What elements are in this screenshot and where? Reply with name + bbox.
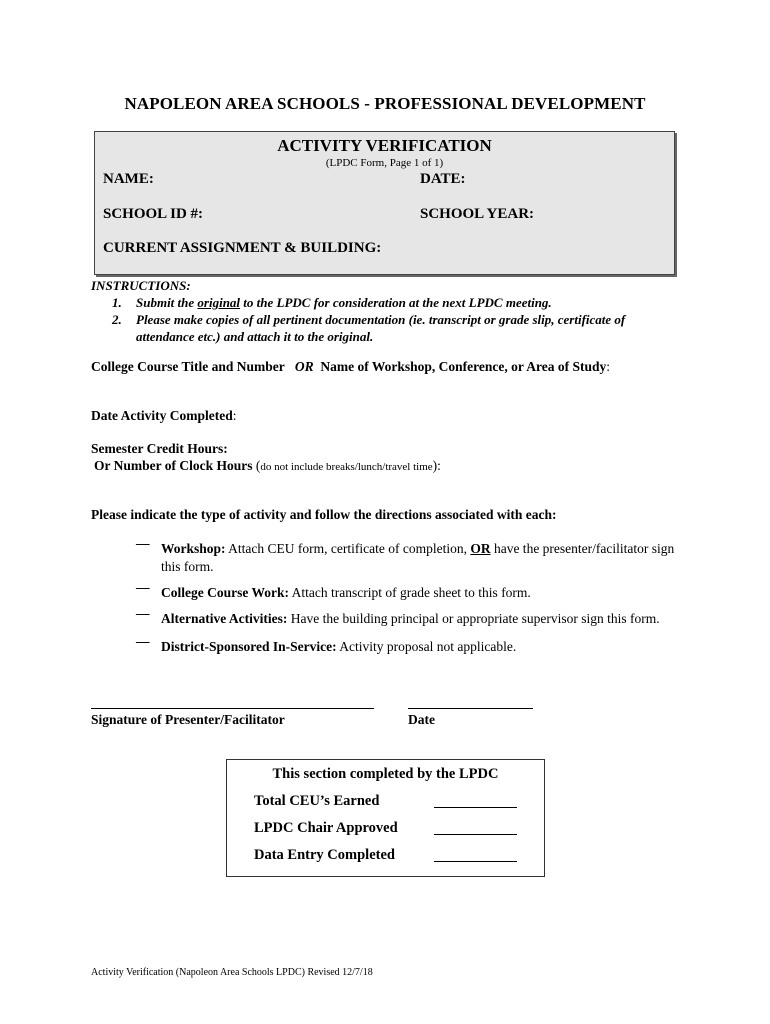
name-field-label[interactable]: NAME: — [103, 171, 154, 187]
date-field-label[interactable]: DATE: — [420, 171, 466, 187]
page-title: NAPOLEON AREA SCHOOLS - PROFESSIONAL DEVELOPMENT — [124, 94, 646, 113]
college-course-option: College Course Work: Attach transcript of grade sheet to this form. — [161, 585, 531, 600]
instruction-item-1: 1. Submit the original to the LPDC for consideration at the next LPDC meeting. — [112, 295, 552, 310]
activity-type-heading: Please indicate the type of activity and follow the directions associated with each: — [91, 507, 557, 522]
school-year-field-label[interactable]: SCHOOL YEAR: — [420, 206, 535, 222]
date-completed-field[interactable]: Date Activity Completed: — [91, 408, 237, 423]
data-entry-line[interactable] — [434, 861, 517, 862]
lpdc-section-title: This section completed by the LPDC — [272, 766, 499, 782]
teacher-info-box — [94, 131, 675, 275]
clock-hours-field[interactable]: Or Number of Clock Hours (do not include breaks/lunch/travel time): — [94, 458, 441, 473]
signature-date-label: Date — [408, 712, 435, 727]
school-id-field-label[interactable]: SCHOOL ID #: — [103, 206, 204, 222]
original-emphasis: original — [197, 295, 241, 310]
district-inservice-option: District-Sponsored In-Service: Activity proposal not applicable. — [161, 639, 517, 654]
college-course-checkbox[interactable]: __ — [136, 575, 150, 590]
signature-date-line[interactable] — [408, 708, 533, 709]
instruction-number: 1. — [112, 295, 122, 310]
total-ceu-label: Total CEU’s Earned — [254, 793, 380, 809]
credit-hours-field[interactable]: Semester Credit Hours: — [91, 441, 228, 456]
chair-approved-label: LPDC Chair Approved — [254, 820, 398, 836]
footer-text: Activity Verification (Napoleon Area Schools LPDC) Revised 12/7/18 — [91, 967, 373, 978]
total-ceu-line[interactable] — [434, 807, 517, 808]
lpdc-section-box — [226, 759, 545, 877]
assignment-building-field-label[interactable]: CURRENT ASSIGNMENT & BUILDING: — [103, 240, 382, 256]
presenter-signature-label: Signature of Presenter/Facilitator — [91, 712, 285, 727]
workshop-checkbox[interactable]: __ — [136, 531, 150, 546]
data-entry-label: Data Entry Completed — [254, 847, 395, 863]
form-subtitle: (LPDC Form, Page 1 of 1) — [325, 157, 444, 169]
alternative-activities-option: Alternative Activities: Have the building principal or appropriate supervisor sign this form. — [161, 611, 660, 626]
instruction-text: Please make copies of all pertinent documentation (ie. transcript or grade slip, certificate of attendance etc.) and attach it to the original. — [136, 312, 626, 344]
chair-approved-line[interactable] — [434, 834, 517, 835]
course-title-field[interactable]: College Course Title and Number OR Name of Workshop, Conference, or Area of Study: — [91, 359, 611, 374]
alternative-activities-checkbox[interactable]: __ — [136, 601, 150, 616]
district-inservice-checkbox[interactable]: __ — [136, 629, 150, 644]
workshop-option: Workshop: Attach CEU form, certificate of completion, OR have the presenter/facilitator sign this form. — [161, 541, 675, 574]
form-title: ACTIVITY VERIFICATION — [277, 136, 492, 155]
presenter-signature-line[interactable] — [91, 708, 374, 709]
instruction-item-2 — [112, 311, 672, 345]
instruction-number: 2. — [112, 312, 122, 327]
instructions-heading: INSTRUCTIONS: — [91, 278, 191, 293]
